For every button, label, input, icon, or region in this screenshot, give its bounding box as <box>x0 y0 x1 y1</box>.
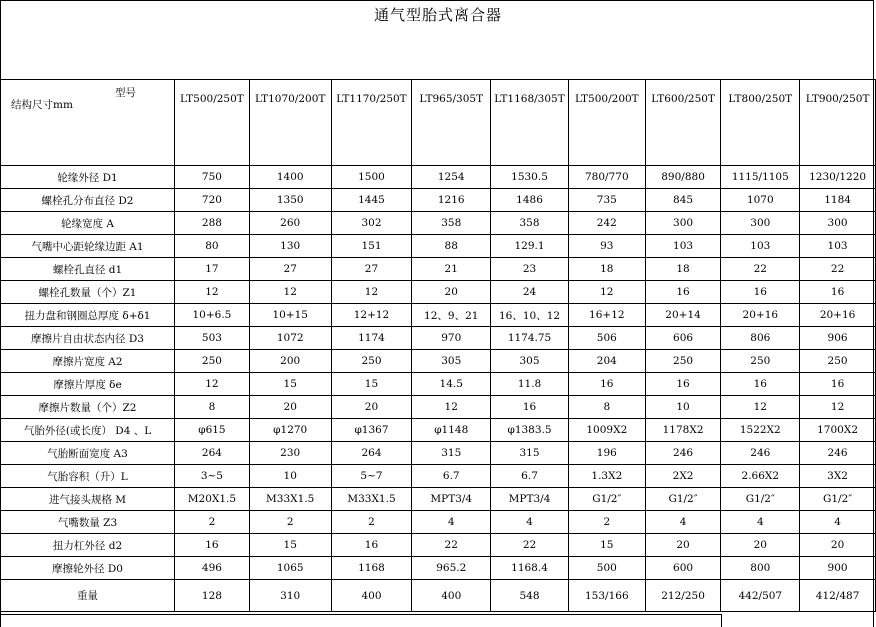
model-header: LT1168/305T <box>491 80 569 166</box>
table-cell: 27 <box>249 258 331 281</box>
row-label: 摩擦片自由状态内径 D3 <box>1 327 175 350</box>
table-cell: 735 <box>568 189 645 212</box>
row-label: 摩擦片数量（个）Z2 <box>1 396 175 419</box>
bottom-divider <box>0 614 722 615</box>
row-label: 螺栓孔分布直径 D2 <box>1 189 175 212</box>
table-cell: 250 <box>175 350 250 373</box>
table-cell: 204 <box>568 350 645 373</box>
table-cell: 1065 <box>249 557 331 580</box>
table-cell: 200 <box>249 350 331 373</box>
table-cell: 250 <box>800 350 876 373</box>
table-cell: 103 <box>800 235 876 258</box>
table-cell: 17 <box>175 258 250 281</box>
table-cell: 16 <box>175 534 250 557</box>
table-cell: 442/507 <box>721 580 800 612</box>
table-cell: 600 <box>645 557 721 580</box>
bottom-column-stub <box>721 614 722 627</box>
table-cell: 15 <box>331 373 412 396</box>
table-cell: 358 <box>412 212 491 235</box>
table-cell: 1184 <box>800 189 876 212</box>
table-cell: 260 <box>249 212 331 235</box>
table-cell: 1400 <box>249 166 331 189</box>
table-cell: 23 <box>491 258 569 281</box>
table-cell: 1168.4 <box>491 557 569 580</box>
table-cell: 503 <box>175 327 250 350</box>
table-cell: 250 <box>331 350 412 373</box>
table-cell: G1/2″ <box>800 488 876 511</box>
model-header: LT965/305T <box>412 80 491 166</box>
table-cell: 10 <box>249 465 331 488</box>
table-cell: 305 <box>412 350 491 373</box>
table-row <box>1 396 876 419</box>
model-header: LT800/250T <box>721 80 800 166</box>
table-cell: MPT3/4 <box>491 488 569 511</box>
table-cell: 16 <box>721 281 800 304</box>
table-row <box>1 465 876 488</box>
table-row <box>1 511 876 534</box>
table-cell: 400 <box>412 580 491 612</box>
table-row <box>1 235 876 258</box>
table-cell: 16 <box>568 373 645 396</box>
table-cell: 2 <box>175 511 250 534</box>
table-row <box>1 373 876 396</box>
table-cell: 6.7 <box>491 465 569 488</box>
table-cell: 24 <box>491 281 569 304</box>
table-cell: 315 <box>491 442 569 465</box>
table-cell: 20 <box>645 534 721 557</box>
table-cell: 412/487 <box>800 580 876 612</box>
table-cell: 103 <box>645 235 721 258</box>
table-cell: 1168 <box>331 557 412 580</box>
model-header: LT500/200T <box>568 80 645 166</box>
table-cell: 20+16 <box>721 304 800 327</box>
table-cell: G1/2″ <box>645 488 721 511</box>
table-cell: 88 <box>412 235 491 258</box>
table-cell: M33X1.5 <box>331 488 412 511</box>
table-cell: 246 <box>800 442 876 465</box>
table-cell: 15 <box>249 534 331 557</box>
table-cell: 750 <box>175 166 250 189</box>
table-cell: 2X2 <box>645 465 721 488</box>
row-label: 扭力盘和钢圈总厚度 δ+δ1 <box>1 304 175 327</box>
table-cell: 16 <box>800 373 876 396</box>
table-cell: 12 <box>721 396 800 419</box>
table-cell: 151 <box>331 235 412 258</box>
table-cell: 246 <box>721 442 800 465</box>
table-cell: 12 <box>175 281 250 304</box>
table-cell: 1178X2 <box>645 419 721 442</box>
table-cell: 1486 <box>491 189 569 212</box>
table-row <box>1 166 876 189</box>
table-cell: M20X1.5 <box>175 488 250 511</box>
row-label: 气胎容积（升）L <box>1 465 175 488</box>
dimension-label: 结构尺寸mm <box>11 99 73 111</box>
table-row <box>1 442 876 465</box>
table-cell: 4 <box>645 511 721 534</box>
table-cell: 22 <box>491 534 569 557</box>
table-cell: 12 <box>249 281 331 304</box>
table-cell: 606 <box>645 327 721 350</box>
row-label: 摩擦片厚度 δe <box>1 373 175 396</box>
table-row <box>1 488 876 511</box>
table-cell: 10+6.5 <box>175 304 250 327</box>
table-cell: G1/2″ <box>721 488 800 511</box>
table-cell: 27 <box>331 258 412 281</box>
type-label: 型号 <box>115 87 136 99</box>
table-cell: 720 <box>175 189 250 212</box>
table-cell: 970 <box>412 327 491 350</box>
row-label: 气嘴数量 Z3 <box>1 511 175 534</box>
table-cell: 315 <box>412 442 491 465</box>
table-cell: 18 <box>645 258 721 281</box>
row-label: 轮缘外径 D1 <box>1 166 175 189</box>
header-row <box>1 80 876 166</box>
table-cell: 11.8 <box>491 373 569 396</box>
table-row <box>1 534 876 557</box>
row-label: 螺栓孔直径 d1 <box>1 258 175 281</box>
table-cell: 16 <box>800 281 876 304</box>
table-cell: 6.7 <box>412 465 491 488</box>
table-cell: 16 <box>491 396 569 419</box>
table-row <box>1 189 876 212</box>
row-label: 进气接头规格 M <box>1 488 175 511</box>
table-cell: 10 <box>645 396 721 419</box>
table-cell: 264 <box>175 442 250 465</box>
table-cell: 1445 <box>331 189 412 212</box>
row-label: 重量 <box>1 580 175 612</box>
table-cell: 1174.75 <box>491 327 569 350</box>
table-cell: 230 <box>249 442 331 465</box>
table-cell: G1/2″ <box>568 488 645 511</box>
model-header: LT1170/250T <box>331 80 412 166</box>
table-cell: 300 <box>645 212 721 235</box>
header-corner-cell <box>1 80 175 166</box>
table-cell: 20+14 <box>645 304 721 327</box>
model-header: LT600/250T <box>645 80 721 166</box>
table-cell: 1500 <box>331 166 412 189</box>
table-cell: 22 <box>800 258 876 281</box>
table-cell: 305 <box>491 350 569 373</box>
table-cell: 15 <box>249 373 331 396</box>
table-cell: 20 <box>721 534 800 557</box>
table-cell: 103 <box>721 235 800 258</box>
table-cell: 153/166 <box>568 580 645 612</box>
table-cell: 1.3X2 <box>568 465 645 488</box>
table-row <box>1 327 876 350</box>
table-cell: 780/770 <box>568 166 645 189</box>
row-label: 气胎断面宽度 A3 <box>1 442 175 465</box>
table-cell: 20 <box>800 534 876 557</box>
table-cell: 16、10、12 <box>491 304 569 327</box>
table-row <box>1 557 876 580</box>
table-cell: 4 <box>412 511 491 534</box>
table-cell: 12+12 <box>331 304 412 327</box>
table-cell: 506 <box>568 327 645 350</box>
table-cell: 288 <box>175 212 250 235</box>
table-cell: 196 <box>568 442 645 465</box>
table-cell: 496 <box>175 557 250 580</box>
table-cell: 12 <box>412 396 491 419</box>
table-cell: 5~7 <box>331 465 412 488</box>
row-label: 摩擦片宽度 A2 <box>1 350 175 373</box>
table-cell: 2 <box>249 511 331 534</box>
table-cell: φ1367 <box>331 419 412 442</box>
table-cell: 129.1 <box>491 235 569 258</box>
table-cell: 10+15 <box>249 304 331 327</box>
table-cell: 14.5 <box>412 373 491 396</box>
table-cell: 18 <box>568 258 645 281</box>
table-cell: 22 <box>412 534 491 557</box>
table-cell: 900 <box>800 557 876 580</box>
table-cell: MPT3/4 <box>412 488 491 511</box>
table-cell: φ1383.5 <box>491 419 569 442</box>
table-cell: 2 <box>331 511 412 534</box>
table-cell: 800 <box>721 557 800 580</box>
table-cell: 1070 <box>721 189 800 212</box>
table-cell: 400 <box>331 580 412 612</box>
table-cell: 3~5 <box>175 465 250 488</box>
table-cell: φ1148 <box>412 419 491 442</box>
table-cell: 246 <box>645 442 721 465</box>
table-row <box>1 281 876 304</box>
table-cell: 12 <box>568 281 645 304</box>
table-cell: 310 <box>249 580 331 612</box>
table-cell: 1522X2 <box>721 419 800 442</box>
table-cell: 12 <box>331 281 412 304</box>
table-cell: 264 <box>331 442 412 465</box>
table-cell: 20+16 <box>800 304 876 327</box>
table-cell: 965.2 <box>412 557 491 580</box>
row-label: 气嘴中心距轮缘边距 A1 <box>1 235 175 258</box>
table-cell: 128 <box>175 580 250 612</box>
table-cell: 890/880 <box>645 166 721 189</box>
table-cell: 20 <box>412 281 491 304</box>
table-cell: 302 <box>331 212 412 235</box>
table-cell: 358 <box>491 212 569 235</box>
table-cell: 4 <box>491 511 569 534</box>
table-cell: 1072 <box>249 327 331 350</box>
table-cell: 845 <box>645 189 721 212</box>
model-header: LT500/250T <box>175 80 250 166</box>
table-cell: 242 <box>568 212 645 235</box>
table-cell: 548 <box>491 580 569 612</box>
table-cell: 16+12 <box>568 304 645 327</box>
table-cell: 1216 <box>412 189 491 212</box>
table-cell: 130 <box>249 235 331 258</box>
row-label: 轮缘宽度 A <box>1 212 175 235</box>
model-header: LT900/250T <box>800 80 876 166</box>
table-cell: 300 <box>800 212 876 235</box>
table-cell: 300 <box>721 212 800 235</box>
table-row <box>1 350 876 373</box>
table-cell: 1174 <box>331 327 412 350</box>
table-cell: 1530.5 <box>491 166 569 189</box>
table-cell: 12、9、21 <box>412 304 491 327</box>
table-cell: 22 <box>721 258 800 281</box>
table-cell: 1009X2 <box>568 419 645 442</box>
table-cell: 1115/1105 <box>721 166 800 189</box>
table-cell: 4 <box>721 511 800 534</box>
table-cell: 15 <box>568 534 645 557</box>
table-cell: φ615 <box>175 419 250 442</box>
table-cell: φ1270 <box>249 419 331 442</box>
table-cell: 1230/1220 <box>800 166 876 189</box>
table-row <box>1 580 876 612</box>
table-cell: 16 <box>645 373 721 396</box>
table-cell: 250 <box>645 350 721 373</box>
table-cell: 12 <box>175 373 250 396</box>
table-cell: 906 <box>800 327 876 350</box>
row-label: 气胎外径(或长度） D4 、L <box>1 419 175 442</box>
table-cell: 2 <box>568 511 645 534</box>
table-cell: 93 <box>568 235 645 258</box>
table-cell: 80 <box>175 235 250 258</box>
table-cell: 1350 <box>249 189 331 212</box>
table-cell: 3X2 <box>800 465 876 488</box>
table-cell: 500 <box>568 557 645 580</box>
table-cell: 806 <box>721 327 800 350</box>
table-row <box>1 212 876 235</box>
table-cell: 8 <box>175 396 250 419</box>
table-cell: 1700X2 <box>800 419 876 442</box>
table-cell: 20 <box>331 396 412 419</box>
row-label: 螺栓孔数量（个）Z1 <box>1 281 175 304</box>
table-cell: 212/250 <box>645 580 721 612</box>
row-label: 摩擦轮外径 D0 <box>1 557 175 580</box>
table-cell: 16 <box>645 281 721 304</box>
table-cell: 21 <box>412 258 491 281</box>
table-cell: 16 <box>721 373 800 396</box>
spec-table <box>0 79 876 612</box>
model-header: LT1070/200T <box>249 80 331 166</box>
table-cell: 20 <box>249 396 331 419</box>
table-row <box>1 419 876 442</box>
row-label: 扭力杠外径 d2 <box>1 534 175 557</box>
table-cell: 16 <box>331 534 412 557</box>
sheet-title: 通气型胎式离合器 <box>373 6 502 24</box>
table-cell: M33X1.5 <box>249 488 331 511</box>
table-cell: 250 <box>721 350 800 373</box>
table-row <box>1 258 876 281</box>
table-row <box>1 304 876 327</box>
table-cell: 12 <box>800 396 876 419</box>
table-cell: 8 <box>568 396 645 419</box>
table-cell: 4 <box>800 511 876 534</box>
table-cell: 2.66X2 <box>721 465 800 488</box>
table-cell: 1254 <box>412 166 491 189</box>
